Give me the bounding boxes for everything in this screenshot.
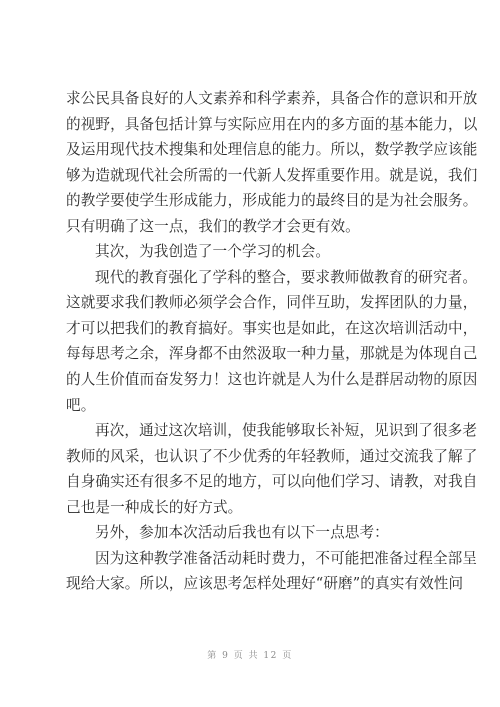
text-line: 另外，参加本次活动后我也有以下一点思考： <box>95 524 389 542</box>
text-line: 吧。 <box>66 396 96 414</box>
text-line: 再次，通过这次培训，使我能够取长补短，见识到了很多老 <box>95 422 478 440</box>
text-line: 只有明确了这一点，我们的教学才会更有效。 <box>66 217 360 235</box>
text-line: 的人生价值而奋发努力！这也许就是人为什么是群居动物的原因 <box>66 371 478 389</box>
body-text <box>66 86 478 597</box>
text-line: 因为这种教学准备活动耗时费力，不可能把准备过程全部呈 <box>95 549 478 567</box>
text-line: 够为造就现代社会所需的一代新人发挥重要作用。就是说，我们 <box>66 166 478 184</box>
text-line: 己也是一种成长的好方式。 <box>66 498 243 516</box>
text-line: 才可以把我们的教育搞好。事实也是如此，在这次培训活动中， <box>66 319 478 337</box>
text-line: 现给大家。所以，应该思考怎样处理好“研磨”的真实有效性问 <box>66 575 464 593</box>
text-line: 的教学要使学生形成能力，形成能力的最终目的是为社会服务。 <box>66 192 478 210</box>
text-line: 这就要求我们教师必须学会合作，同伴互助，发挥团队的力量， <box>66 294 478 312</box>
text-line: 求公民具备良好的人文素养和科学素养，具备合作的意识和开放 <box>66 90 478 107</box>
text-line: 自身确实还有很多不足的地方，可以向他们学习、请教，对我自 <box>66 473 478 491</box>
page-number-footer: 第 9 页 共 12 页 <box>207 651 293 661</box>
text-line: 每每思考之余，浑身都不由然汲取一种力量，那就是为体现自己 <box>66 345 478 363</box>
text-line: 的视野，具备包括计算与实际应用在内的多方面的基本能力，以 <box>66 115 478 133</box>
text-line: 其次，为我创造了一个学习的机会。 <box>95 243 331 261</box>
text-line: 现代的教育强化了学科的整合，要求教师做教育的研究者。 <box>95 268 478 286</box>
text-line: 及运用现代技术搜集和处理信息的能力。所以，数学教学应该能 <box>66 141 478 159</box>
text-line: 教师的风采，也认识了不少优秀的年轻教师，通过交流我了解了 <box>66 447 478 465</box>
